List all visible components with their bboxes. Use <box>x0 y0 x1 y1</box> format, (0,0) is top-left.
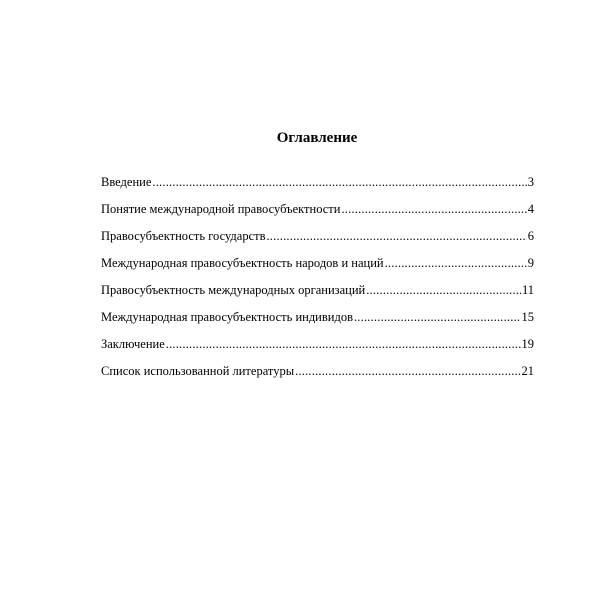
toc-page-number: 15 <box>521 310 534 324</box>
toc-entry-label: Понятие международной правосубъектности <box>101 202 341 216</box>
toc-entry[interactable] <box>101 309 534 336</box>
toc-page-number: 19 <box>521 337 534 351</box>
toc-entry[interactable] <box>101 174 534 201</box>
toc-entry[interactable] <box>101 255 534 282</box>
toc-entry-label: Международная правосубъектность индивидов <box>101 310 353 324</box>
toc-entry-label: Заключение <box>101 337 165 351</box>
toc-entry-label: Введение <box>101 175 152 189</box>
toc-list <box>101 174 534 390</box>
toc-entry[interactable] <box>101 282 534 309</box>
toc-page-number: 9 <box>527 256 534 270</box>
toc-page-number: 21 <box>521 364 534 378</box>
toc-dot-leader <box>341 201 526 217</box>
toc-page-number: 11 <box>521 283 534 297</box>
toc-entry-label: Правосубъектность международных организаций <box>101 283 366 297</box>
toc-entry[interactable] <box>101 201 534 228</box>
toc-dot-leader <box>152 174 526 190</box>
toc-entry[interactable] <box>101 228 534 255</box>
toc-dot-leader <box>166 336 521 352</box>
toc-dot-leader <box>385 255 527 271</box>
toc-entry[interactable] <box>101 363 534 390</box>
toc-entry[interactable] <box>101 336 534 363</box>
toc-dot-leader <box>266 228 526 244</box>
toc-entry-label: Правосубъектность государств <box>101 229 266 243</box>
toc-page-number: 6 <box>527 229 534 243</box>
toc-dot-leader <box>295 363 520 379</box>
toc-entry-label: Международная правосубъектность народов и наций <box>101 256 384 270</box>
toc-page-number: 3 <box>527 175 534 189</box>
toc-dot-leader <box>366 282 521 298</box>
toc-page-number: 4 <box>527 202 534 216</box>
toc-entry-label: Список использованной литературы <box>101 364 295 378</box>
toc-title: Оглавление <box>276 130 358 146</box>
toc-dot-leader <box>354 309 521 325</box>
